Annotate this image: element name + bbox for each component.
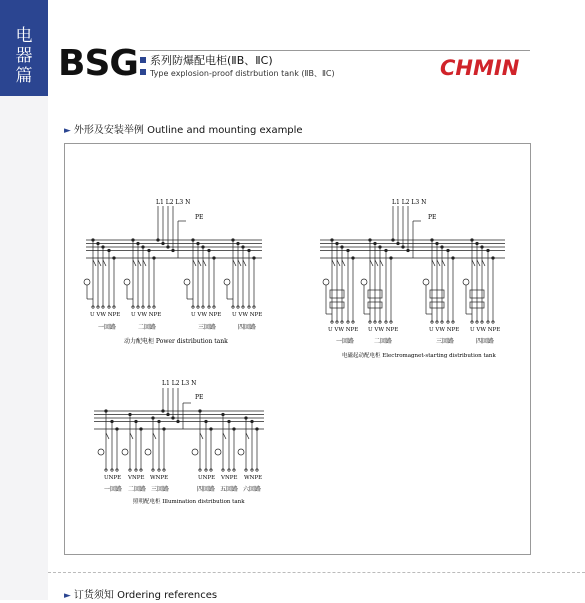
- wire: [200, 433, 203, 439]
- meter-symbol: [361, 279, 367, 285]
- wire: [375, 260, 378, 266]
- wire: [143, 260, 146, 266]
- tab-char: 篇: [15, 66, 33, 86]
- meter-symbol: [145, 449, 151, 455]
- bus-label: L1 L2 L3 N: [156, 199, 191, 206]
- magnetic-starting-diagram: [320, 199, 505, 359]
- terminal-label: U VW NPE: [470, 327, 501, 333]
- wire: [233, 260, 236, 266]
- circuit-label: 三回路: [436, 338, 455, 345]
- wire: [432, 260, 435, 266]
- terminal-label: VNPE: [221, 475, 238, 481]
- terminal-label: U VW NPE: [429, 327, 460, 333]
- meter-symbol: [124, 279, 130, 285]
- arrow-right-icon: ►: [64, 591, 71, 601]
- wire: [103, 260, 106, 266]
- tab-char: 电: [15, 26, 33, 46]
- meter-symbol: [423, 279, 429, 285]
- company-logo: CHMIN: [440, 56, 520, 80]
- wire: [223, 433, 226, 439]
- section-outline-label: 外形及安装举例 Outline and mounting example: [73, 125, 303, 136]
- power-wiring: [84, 206, 262, 308]
- diagram-caption: 动力配电柜 Power distribution tank: [124, 338, 228, 345]
- circuit-label: 三回路: [198, 324, 217, 331]
- wire: [332, 260, 335, 266]
- meter-symbol: [122, 449, 128, 455]
- wire: [153, 433, 156, 439]
- wire: [93, 260, 96, 266]
- pe-label: PE: [195, 394, 204, 401]
- meter-symbol: [84, 279, 90, 285]
- circuit-label: 四回路: [238, 324, 257, 331]
- wire: [370, 260, 373, 266]
- magnetic-wiring: [320, 206, 505, 323]
- wire: [98, 260, 101, 266]
- circuit-label: 二回路: [374, 338, 393, 345]
- meter-symbol: [323, 279, 329, 285]
- bus-label: L1 L2 L3 N: [162, 380, 197, 387]
- circuit-label: 二回路: [128, 486, 147, 493]
- meter-symbol: [238, 449, 244, 455]
- section-heading-ordering: [64, 589, 217, 603]
- terminal-label: VNPE: [128, 475, 145, 481]
- circuit-label: 三回路: [151, 486, 170, 493]
- wire: [193, 260, 196, 266]
- meter-symbol: [215, 449, 221, 455]
- section-ordering-label: 订货须知 Ordering references: [73, 590, 218, 601]
- circuit-label: 六回路: [243, 486, 262, 493]
- circuit-label: 四回路: [197, 486, 216, 493]
- wire: [238, 260, 241, 266]
- wire: [106, 433, 109, 439]
- arrow-right-icon: ►: [64, 126, 71, 136]
- terminal-label: WNPE: [244, 475, 263, 481]
- terminal-label: UNPE: [198, 475, 216, 481]
- lighting-wiring: [94, 388, 264, 471]
- brand-title: BSG: [58, 43, 138, 84]
- wire: [246, 433, 249, 439]
- wire: [130, 433, 133, 439]
- terminal-label: WNPE: [150, 475, 169, 481]
- meter-symbol: [192, 449, 198, 455]
- wire: [342, 260, 345, 266]
- terminal-label: U VW NPE: [232, 312, 263, 318]
- wire: [243, 260, 246, 266]
- wire: [437, 260, 440, 266]
- title-cn: 系列防爆配电柜(ⅡB、ⅡC): [150, 54, 273, 67]
- tab-char: 器: [15, 46, 33, 66]
- meter-symbol: [463, 279, 469, 285]
- wire: [198, 260, 201, 266]
- power-distribution-diagram: [84, 199, 262, 345]
- terminal-label: U VW NPE: [90, 312, 121, 318]
- diagram-caption: 电磁起动配电柜 Electromagnet-starting distribution tank: [342, 353, 496, 359]
- circuit-label: 一回路: [104, 486, 123, 493]
- lighting-distribution-diagram: [94, 380, 264, 505]
- terminal-label: UNPE: [104, 475, 122, 481]
- meter-symbol: [224, 279, 230, 285]
- wire: [482, 260, 485, 266]
- terminal-label: U VW NPE: [191, 312, 222, 318]
- pe-label: PE: [195, 214, 204, 221]
- diagram-caption: 照明配电柜 Illumination distribution tank: [133, 499, 245, 505]
- circuit-label: 一回路: [98, 324, 117, 331]
- circuit-label: 四回路: [476, 338, 495, 345]
- meter-symbol: [98, 449, 104, 455]
- wire: [380, 260, 383, 266]
- terminal-label: U VW NPE: [131, 312, 162, 318]
- wire: [138, 260, 141, 266]
- wire: [337, 260, 340, 266]
- wire: [203, 260, 206, 266]
- wire: [477, 260, 480, 266]
- circuit-label: 一回路: [336, 338, 355, 345]
- wire: [133, 260, 136, 266]
- title-en: Type explosion-proof distrbution tank (ⅡB、ⅡC): [150, 69, 335, 78]
- page-divider: [48, 572, 585, 573]
- terminal-label: U VW NPE: [328, 327, 359, 333]
- circuit-label: 五回路: [220, 486, 239, 493]
- wire: [472, 260, 475, 266]
- bus-label: L1 L2 L3 N: [392, 199, 427, 206]
- pe-label: PE: [428, 214, 437, 221]
- wire: [442, 260, 445, 266]
- terminal-label: U VW NPE: [368, 327, 399, 333]
- circuit-label: 二回路: [138, 324, 157, 331]
- meter-symbol: [184, 279, 190, 285]
